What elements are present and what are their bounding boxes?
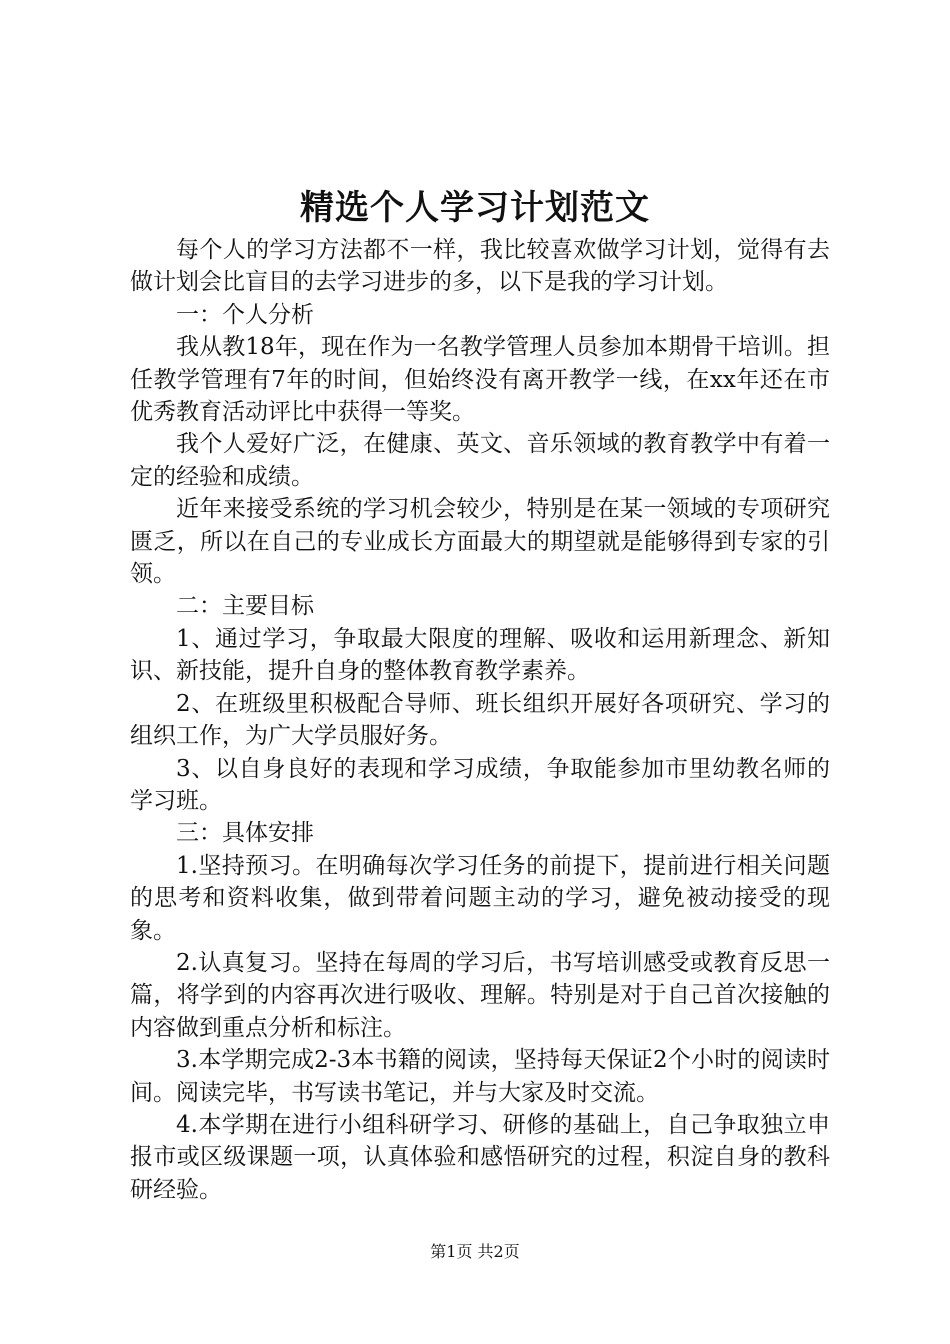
arrangement-item-1: 1.坚持预习。在明确每次学习任务的前提下，提前进行相关问题的思考和资料收集，做到带着问题主动的学习，避免被动接受的现象。 bbox=[130, 852, 830, 944]
arrangement-item-2: 2.认真复习。坚持在每周的学习后，书写培训感受或教育反思一篇，将学到的内容再次进行吸收、理解。特别是对于自己首次接触的内容做到重点分析和标注。 bbox=[130, 949, 830, 1041]
section-heading-personal-analysis: 一：个人分析 bbox=[176, 301, 314, 328]
arrangement-item-3: 3.本学期完成2-3本书籍的阅读，坚持每天保证2个小时的阅读时间。阅读完毕，书写读书笔记，并与大家及时交流。 bbox=[130, 1047, 830, 1106]
paragraph-interests: 我个人爱好广泛，在健康、英文、音乐领域的教育教学中有着一定的经验和成绩。 bbox=[130, 431, 830, 490]
goal-item-1: 1、通过学习，争取最大限度的理解、吸收和运用新理念、新知识、新技能，提升自身的整体教育教学素养。 bbox=[130, 625, 830, 685]
section-heading-main-goals: 二：主要目标 bbox=[176, 593, 314, 620]
document-body bbox=[130, 234, 830, 1206]
goal-item-2: 2、在班级里积极配合导师、班长组织开展好各项研究、学习的组织工作，为广大学员服好务。 bbox=[130, 690, 830, 750]
document-title: 精选个人学习计划范文 bbox=[300, 188, 650, 228]
arrangement-item-4: 4.本学期在进行小组科研学习、研修的基础上，自己争取独立申报市或区级课题一项，认真体验和感悟研究的过程，积淀自身的教科研经验。 bbox=[130, 1111, 830, 1203]
paragraph-teaching-experience: 我从教18年，现在作为一名教学管理人员参加本期骨干培训。担任教学管理有7年的时间，但始终没有离开教学一线，在xx年还在市优秀教育活动评比中获得一等奖。 bbox=[130, 334, 830, 426]
paragraph-expectations: 近年来接受系统的学习机会较少，特别是在某一领域的专项研究匮乏，所以在自己的专业成长方面最大的期望就是能够得到专家的引领。 bbox=[130, 496, 830, 588]
page-footer: 第1页 共2页 bbox=[430, 1242, 520, 1261]
intro-paragraph: 每个人的学习方法都不一样，我比较喜欢做学习计划，觉得有去做计划会比盲目的去学习进步的多，以下是我的学习计划。 bbox=[130, 237, 830, 296]
goal-item-3: 3、以自身良好的表现和学习成绩，争取能参加市里幼教名师的学习班。 bbox=[130, 755, 830, 814]
section-heading-arrangements: 三：具体安排 bbox=[176, 820, 314, 847]
